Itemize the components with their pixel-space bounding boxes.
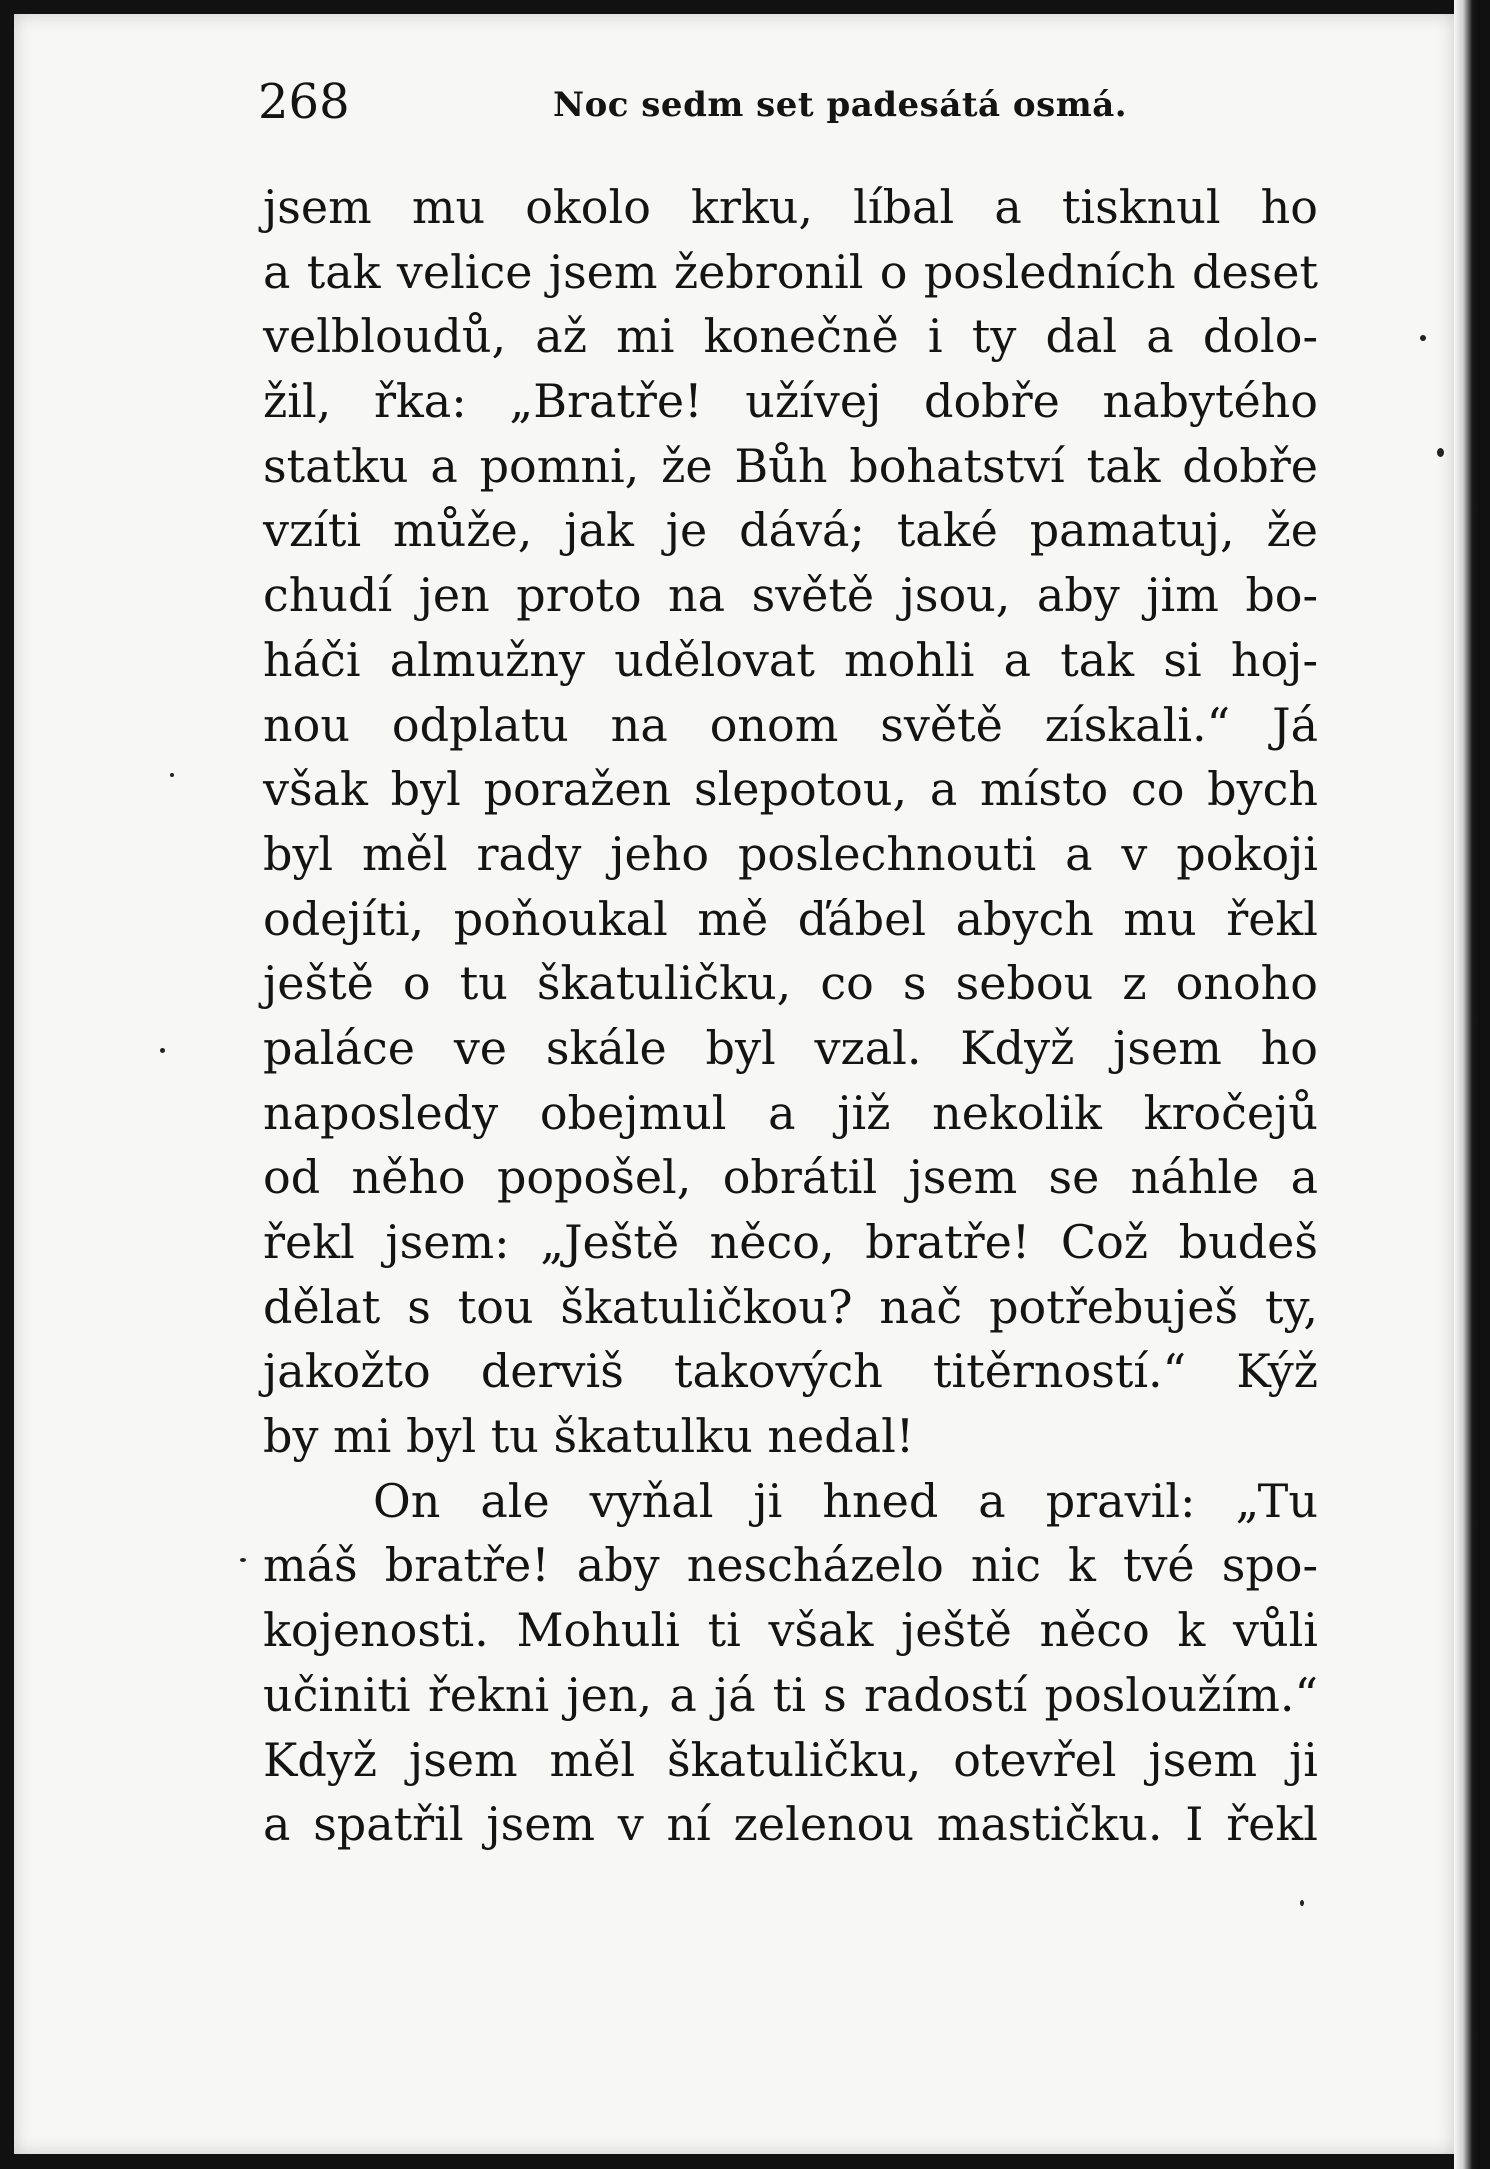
page-number: 268: [258, 74, 350, 130]
text-line: a spatřil jsem v ní zelenou mastičku. I řekl: [263, 1797, 1318, 1852]
text-line: nou odplatu na onom světě získali.“ Já: [263, 697, 1318, 752]
ink-speck: [170, 773, 174, 777]
ink-speck: [240, 1558, 246, 1562]
text-line: Když jsem měl škatuličku, otevřel jsem ji: [263, 1732, 1318, 1787]
text-line: učiniti řekni jen, a já ti s radostí posloužím.“: [263, 1667, 1318, 1722]
text-line: vzíti může, jak je dává; také pamatuj, že: [263, 503, 1318, 558]
text-line: chudí jen proto na světě jsou, aby jim bo-: [263, 568, 1318, 623]
text-line: však byl poražen slepotou, a místo co bych: [263, 762, 1318, 817]
ink-speck: [1420, 335, 1426, 341]
ink-speck: [1300, 1900, 1304, 1906]
text-line: ještě o tu škatuličku, co s sebou z onoho: [263, 956, 1318, 1011]
text-line: velbloudů, až mi konečně i ty dal a dolo-: [263, 309, 1318, 364]
text-line: odejíti, poňoukal mě ďábel abych mu řekl: [263, 891, 1318, 946]
text-line: paláce ve skále byl vzal. Když jsem ho: [263, 1020, 1318, 1075]
ink-speck: [160, 1048, 165, 1053]
text-line: máš bratře! aby nescházelo nic k tvé spo-: [263, 1538, 1318, 1593]
text-line: a tak velice jsem žebronil o posledních deset: [263, 244, 1318, 299]
body-text: [263, 175, 1318, 1857]
text-line: dělat s tou škatuličkou? nač potřebuješ ty,: [263, 1279, 1318, 1334]
text-line: kojenosti. Mohuli ti však ještě něco k vůli: [263, 1603, 1318, 1658]
text-line: by mi byl tu škatulku nedal!: [263, 1409, 915, 1464]
text-line: od něho popošel, obrátil jsem se náhle a: [263, 1150, 1318, 1205]
text-line: řekl jsem: „Ještě něco, bratře! Což budeš: [263, 1215, 1318, 1269]
text-line: jsem mu okolo krku, líbal a tisknul ho: [263, 180, 1318, 234]
text-line: jakožto derviš takových titěrností.“ Kýž: [263, 1344, 1318, 1399]
paragraph-first-line: On ale vyňal ji hned a pravil: „Tu: [373, 1473, 1318, 1528]
running-title: Noc sedm set padesátá osmá.: [553, 85, 1128, 125]
text-line: statku a pomni, že Bůh bohatství tak dobře: [263, 438, 1318, 493]
text-line: žil, řka: „Bratře! užívej dobře nabytého: [263, 374, 1318, 429]
ink-speck: [1437, 448, 1444, 457]
text-line: byl měl rady jeho poslechnouti a v pokoji: [263, 826, 1318, 881]
page-header: [258, 72, 1318, 132]
text-line: naposledy obejmul a již nekolik kročejů: [263, 1085, 1318, 1140]
binding-shadow: [1454, 0, 1480, 2169]
text-line: háči almužny udělovat mohli a tak si hoj-: [263, 632, 1318, 687]
